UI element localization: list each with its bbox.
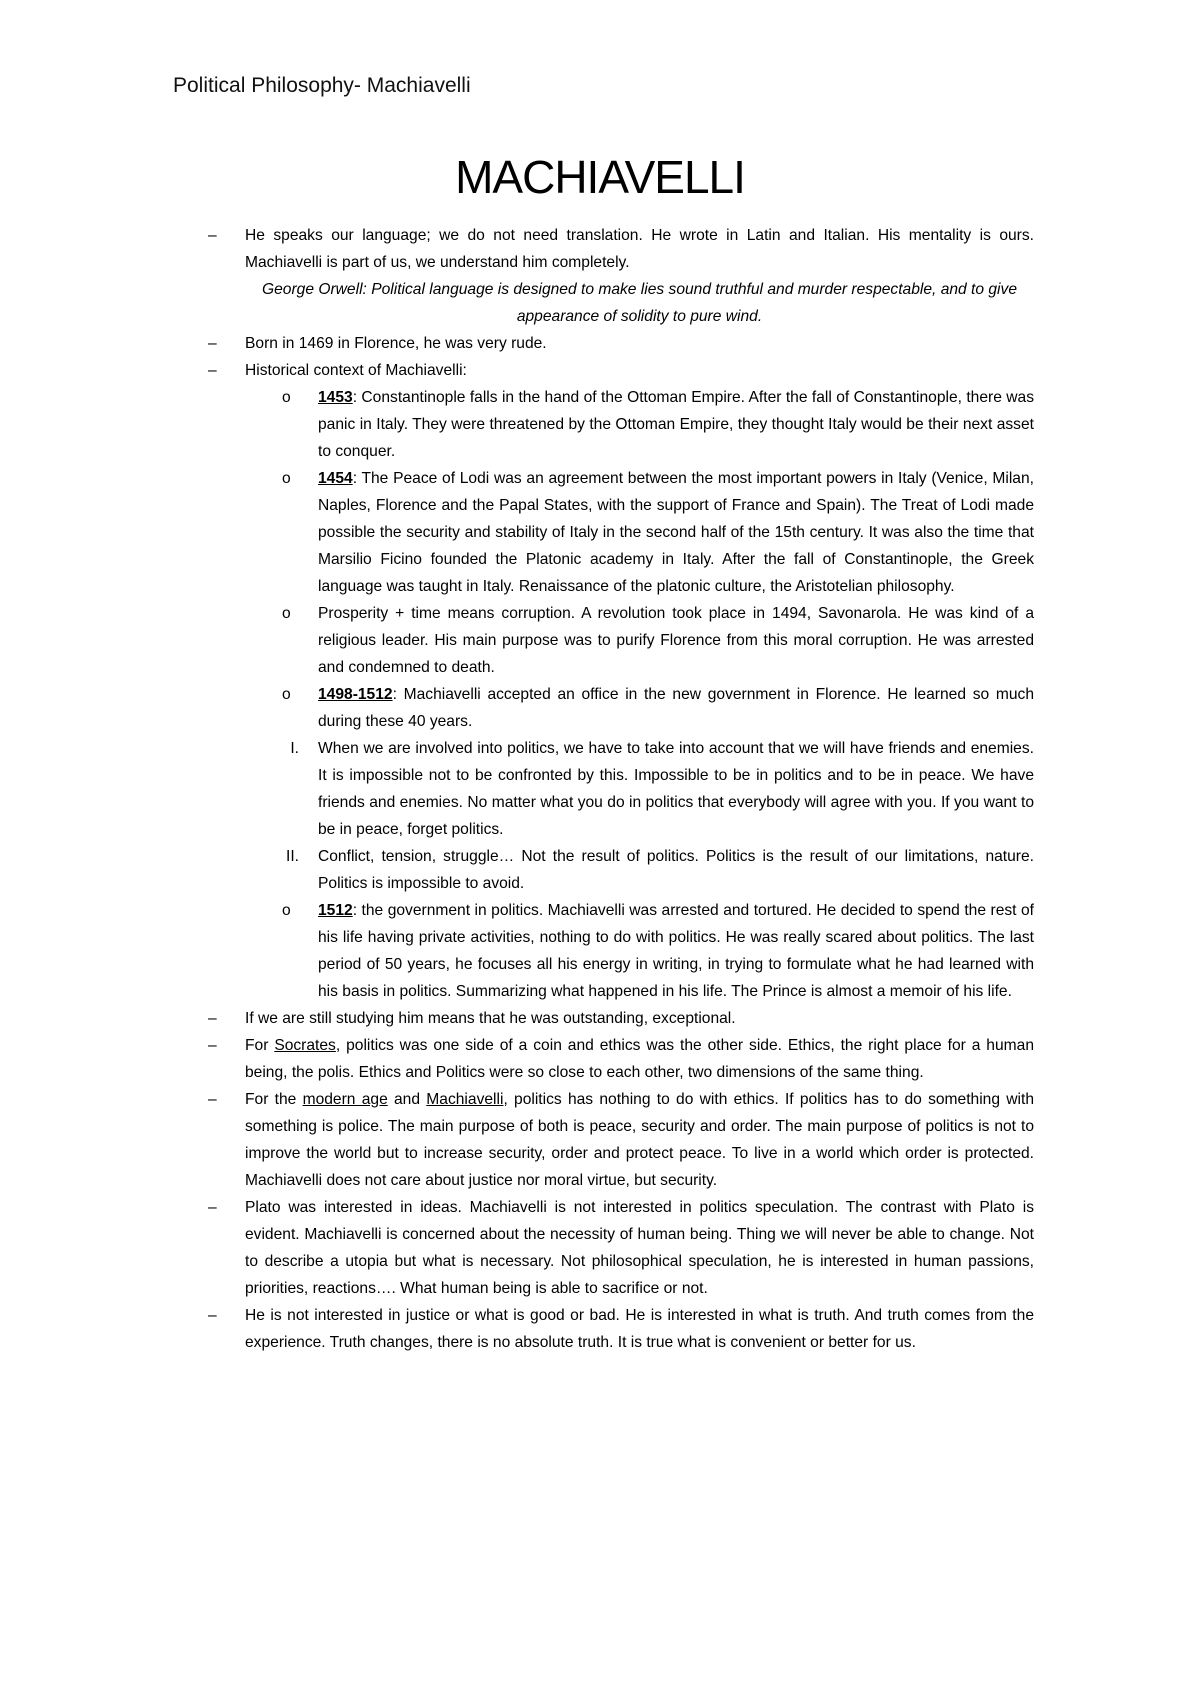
bullet-text: Historical context of Machiavelli: — [245, 362, 467, 379]
circle-marker: o — [282, 470, 291, 487]
modern-age-term: modern age — [302, 1091, 388, 1108]
circle-marker: o — [282, 902, 291, 919]
bullet-text: For — [245, 1037, 275, 1054]
bullet-text: Born in 1469 in Florence, he was very rude. — [245, 335, 547, 352]
bullet-item — [208, 330, 1034, 357]
year-label: 1512 — [318, 902, 353, 919]
roman-item — [286, 843, 1034, 897]
bullet-item — [208, 1302, 1034, 1356]
sub-text: : the government in politics. Machiavelli was arrested and tortured. He decided to spend the rest of his life having private activities, nothing to do with politics. He was really scared about politics. The last period of 50 years, he focuses all his energy in writing, in trying to formulate what he had learned with his basis in politics. Summarizing what happened in his life. The Prince is almost a memoir of his life. — [318, 902, 1034, 1000]
sub-item — [282, 600, 1034, 681]
socrates-term: Socrates — [274, 1037, 336, 1054]
page-header: Political Philosophy- Machiavelli — [173, 74, 471, 97]
document-title: MACHIAVELLI — [455, 151, 745, 203]
bullet-text: Plato was interested in ideas. Machiavelli is not interested in politics speculation. The contrast with Plato is evident. Machiavelli is concerned about the necessity of human being. Thing we will never be able to change. Not to describe a utopia but what is necessary. Not philosophical speculation, he is interested in human passions, priorities, reactions…. What human being is able to sacrifice or not. — [245, 1199, 1034, 1297]
circle-marker: o — [282, 686, 291, 703]
bullet-item — [208, 1005, 1034, 1032]
bullet-item — [208, 1086, 1035, 1194]
roman-marker: I. — [290, 740, 299, 757]
machiavelli-term: Machiavelli — [426, 1091, 504, 1108]
bullet-text: For the — [245, 1091, 303, 1108]
sub-text: : Machiavelli accepted an office in the new government in Florence. He learned so much during these 40 years. — [318, 686, 1034, 730]
orwell-quote: George Orwell: Political language is designed to make lies sound truthful and murder respectable, and to give appearance of solidity to pure wind. — [262, 281, 1017, 325]
dash-marker: – — [208, 1037, 217, 1054]
bullet-item — [208, 1032, 1034, 1086]
circle-marker: o — [282, 389, 291, 406]
roman-text: Conflict, tension, struggle… Not the result of politics. Politics is the result of our limitations, nature. Politics is impossible to avoid. — [318, 848, 1034, 892]
bullet-text: , politics was one side of a coin and ethics was the other side. Ethics, the right place for a human being, the polis. Ethics and Politics were so close to each other, two dimensions of the same thing. — [245, 1037, 1034, 1081]
sub-item — [282, 681, 1034, 735]
bullet-item — [208, 1194, 1034, 1302]
dash-marker: – — [208, 1010, 217, 1027]
bullet-text: , politics has nothing to do with ethics. If politics has to do something with something is police. The main purpose of both is peace, security and order. The main purpose of politics is not to improve the world but to increase security, order and protect peace. To live in a world which order is protected. Machiavelli does not care about justice nor moral virtue, but security. — [245, 1091, 1035, 1189]
dash-marker: – — [208, 362, 217, 379]
bullet-item — [208, 222, 1034, 276]
circle-marker: o — [282, 605, 291, 622]
sub-item — [282, 465, 1034, 600]
dash-marker: – — [208, 227, 217, 244]
bullet-text: If we are still studying him means that he was outstanding, exceptional. — [245, 1010, 736, 1027]
document-body — [0, 222, 1200, 1356]
roman-item — [290, 735, 1034, 843]
sub-item — [282, 897, 1034, 1005]
roman-marker: II. — [286, 848, 299, 865]
sub-text: : The Peace of Lodi was an agreement between the most important powers in Italy (Venice, Milan, Naples, Florence and the Papal States, with the support of France and Spain). The Treat of Lodi made possible the security and stability of Italy in the second half of the 15th century. It was also the time that Marsilio Ficino founded the Platonic academy in Italy. After the fall of Constantinople, the Greek language was taught in Italy. Renaissance of the platonic culture, the Aristotelian philosophy. — [318, 470, 1034, 595]
dash-marker: – — [208, 1307, 217, 1324]
sub-text: : Constantinople falls in the hand of the Ottoman Empire. After the fall of Constantinople, there was panic in Italy. They were threatened by the Ottoman Empire, they thought Italy would be their next asset to conquer. — [318, 389, 1034, 460]
year-label: 1453 — [318, 389, 353, 406]
roman-text: When we are involved into politics, we have to take into account that we will have friends and enemies. It is impossible not to be confronted by this. Impossible to be in politics and to be in peace. We have friends and enemies. No matter what you do in politics that everybody will agree with you. If you want to be in peace, forget politics. — [318, 740, 1034, 838]
dash-marker: – — [208, 1091, 217, 1108]
dash-marker: – — [208, 335, 217, 352]
bullet-text: He speaks our language; we do not need translation. He wrote in Latin and Italian. His mentality is ours. Machiavelli is part of us, we understand him completely. — [245, 227, 1034, 271]
bullet-text: He is not interested in justice or what is good or bad. He is interested in what is truth. And truth comes from the experience. Truth changes, there is no absolute truth. It is true what is convenient or better for us. — [245, 1307, 1034, 1351]
sub-text: Prosperity + time means corruption. A revolution took place in 1494, Savonarola. He was kind of a religious leader. His main purpose was to purify Florence from this moral corruption. He was arrested and condemned to death. — [318, 605, 1034, 676]
year-label: 1498-1512 — [318, 686, 393, 703]
bullet-text: and — [387, 1091, 427, 1108]
year-label: 1454 — [318, 470, 353, 487]
dash-marker: – — [208, 1199, 217, 1216]
bullet-item — [208, 357, 1034, 384]
sub-item — [282, 384, 1034, 465]
